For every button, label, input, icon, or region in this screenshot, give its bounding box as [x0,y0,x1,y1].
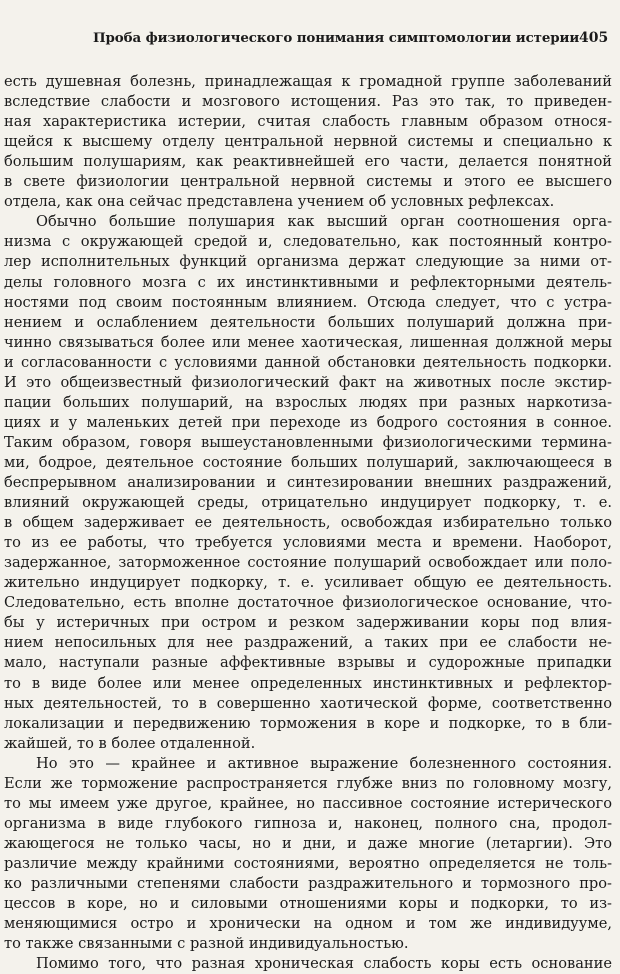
text-line: большим полушариям, как реактивнейшей его части, делается понятной [4,153,612,171]
text-line: мало, наступали разные аффективные взрывы и судорожные припадки [4,654,612,672]
text-line: ных деятельностей, то в совершенно хаотической форме, соответственно [4,694,612,712]
header-divider [0,68,620,69]
text-line: беспрерывном анализировании и синтезировании внешних раздражений, [4,474,612,491]
text-line: бы у истеричных при остром и резком задерживании коры под влия- [4,614,612,632]
running-header [0,30,620,52]
text-line: влияний окружающей среды, отрицательно индуцирует подкорку, т. е. [4,494,612,512]
page-number: 405 [579,30,609,46]
text-line: циях и у маленьких детей при переходе из бодрого состояния в сонное. [4,413,612,431]
text-line: Если же торможение распространяется глубже вниз по головному мозгу, [4,774,612,792]
text-line: то мы имеем уже другое, крайнее, но пассивное состояние истерического [4,794,612,812]
text-line: цессов в коре, но и силовыми отношениями коры и подкорки, то из- [4,895,612,913]
text-line: лер исполнительных функций организма держат следующие за ними от- [4,253,612,271]
text-line: вследствие слабости и мозгового истощения. Раз это так, то приведен- [4,93,612,111]
text-line: жающегося не только часы, но и дни, и даже многие (летаргии). Это [4,834,612,852]
text-line: ная характеристика истерии, считая слабость главным образом относя- [4,113,612,131]
text-line: организма в виде глубокого гипноза и, наконец, полного сна, продол- [4,814,612,832]
text-line: то из ее работы, что требуется условиями места и времени. Наоборот, [4,534,612,552]
text-line: меняющимися остро и хронически на одном и том же индивидууме, [4,915,612,933]
text-line: Обычно большие полушария как высший орган соотношения орга- [36,213,612,231]
text-line: то также связанными с разной индивидуальностью. [4,935,409,953]
text-line: низма с окружающей средой и, следовательно, как постоянный контро- [4,233,612,251]
text-line: ко различными степенями слабости раздражительного и тормозного про- [4,875,612,892]
text-line: пации больших полушарий, на взрослых людях при разных наркотиза- [4,393,612,411]
text-line: Следовательно, есть вполне достаточное физиологическое основание, что- [4,594,612,612]
text-line: нением и ослаблением деятельности больших полушарий должна при- [4,313,612,331]
running-title: Проба физиологического понимания симптомологии истерии [93,30,580,46]
text-line: есть душевная болезнь, принадлежащая к громадной группе заболеваний [4,73,612,90]
text-line: локализации и передвижению торможения в коре и подкорке, то в бли- [4,714,612,732]
text-line: щейся к высшему отделу центральной нервной системы и специально к [4,133,612,151]
text-line: Но это — крайнее и активное выражение болезненного состояния. [36,754,612,772]
text-line: задержанное, заторможенное состояние полушарий освобождает или поло- [4,554,612,572]
text-line: Таким образом, говоря вышеустановленными физиологическими термина- [4,433,612,451]
text-line: ностями под своим постоянным влиянием. Отсюда следует, что с устра- [4,293,612,311]
text-line: делы головного мозга с их инстинктивными и рефлекторными деятель- [4,273,612,291]
text-line: И это общеизвестный физиологический факт на животных после экстир- [4,373,612,391]
text-line: различие между крайними состояниями, вероятно определяется не толь- [4,854,612,872]
text-line: отдела, как она сейчас представлена учением об условных рефлексах. [4,193,555,211]
text-line: в свете физиологии центральной нервной системы и этого ее высшего [4,173,612,191]
text-line: чинно связываться более или менее хаотическая, лишенная должной меры [4,333,612,351]
text-line: Помимо того, что разная хроническая слабость коры есть основание [36,955,612,973]
text-line: нием непосильных для нее раздражений, а таких при ее слабости не- [4,634,612,652]
text-line: жайшей, то в более отдаленной. [4,734,256,752]
text-line: жительно индуцирует подкорку, т. е. усиливает общую ее деятельность. [4,574,612,592]
text-line: и согласованности с условиями данной обстановки деятельность подкорки. [4,353,612,371]
text-line: то в виде более или менее определенных инстинктивных и рефлектор- [4,674,612,692]
text-line: ми, бодрое, деятельное состояние больших полушарий, заключающееся в [4,453,612,471]
text-line: в общем задерживает ее деятельность, освобождая избирательно только [4,514,612,532]
